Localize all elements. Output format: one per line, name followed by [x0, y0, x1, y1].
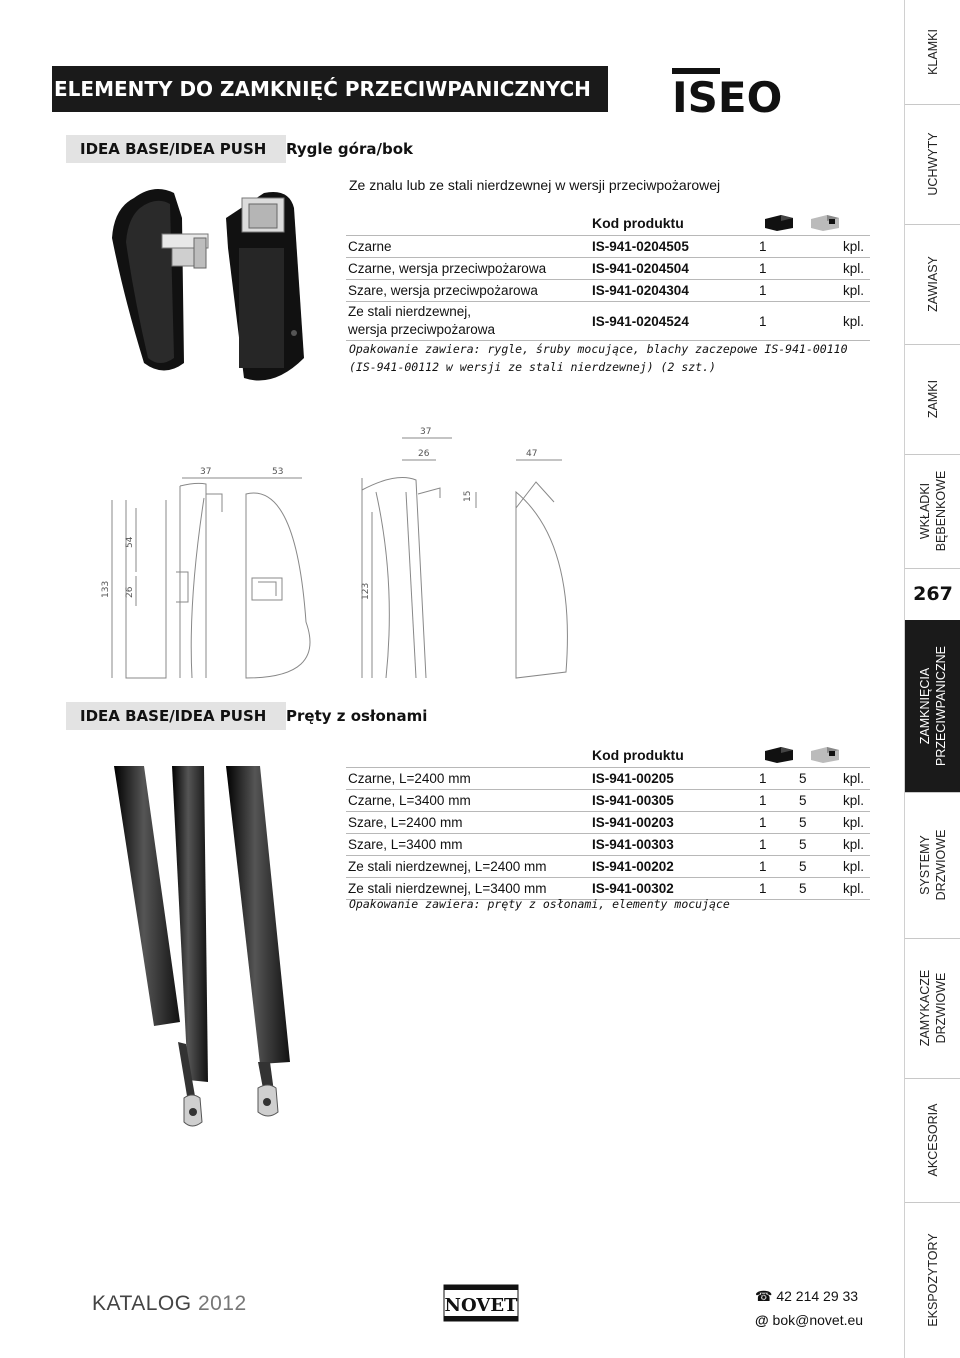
row-unit: kpl. [825, 812, 870, 834]
dim-label: 123 [361, 582, 371, 600]
row-qty1: 1 [757, 768, 797, 790]
table-row [346, 302, 870, 341]
sidebar-item-systemy[interactable] [905, 792, 960, 939]
at-icon: @ [755, 1312, 769, 1328]
row-qty: 1 [757, 258, 797, 280]
row-qty1: 1 [757, 834, 797, 856]
sidebar-item-label: ZAMYKACZE DRZWIOWE [918, 969, 948, 1047]
section1-label: IDEA BASE/IDEA PUSH [66, 135, 286, 163]
sidebar-item-label: EKSPOZYTORY [926, 1233, 940, 1327]
dim-label: 53 [272, 467, 284, 477]
row-code: IS-941-0204524 [590, 302, 757, 341]
row-code: IS-941-00302 [590, 878, 757, 900]
table-row [346, 856, 870, 878]
row-name-line1: Ze stali nierdzewnej, [348, 304, 472, 319]
section2-note: Opakowanie zawiera: pręty z osłonami, elementy mocujące [349, 897, 730, 911]
sidebar-item-zawiasy[interactable] [905, 224, 960, 345]
sidebar-item-zamkniecia-active[interactable] [905, 620, 960, 793]
row-code: IS-941-0204304 [590, 280, 757, 302]
box-grey-icon [811, 215, 839, 231]
table-row [346, 768, 870, 790]
row-name: Ze stali nierdzewnej, L=3400 mm [346, 878, 590, 900]
section1-description: Ze znalu lub ze stali nierdzewnej w wersji przeciwpożarowej [349, 177, 721, 193]
sidebar-item-zamykacze[interactable] [905, 938, 960, 1079]
row-unit: kpl. [825, 856, 870, 878]
row-code: IS-941-00205 [590, 768, 757, 790]
row-unit: kpl. [825, 790, 870, 812]
row-unit: kpl. [825, 834, 870, 856]
row-qty1: 1 [757, 878, 797, 900]
row-code: IS-941-00303 [590, 834, 757, 856]
dim-label: 15 [463, 490, 473, 502]
sidebar-item-wkladki[interactable] [905, 454, 960, 569]
sidebar-item-akcesoria[interactable] [905, 1078, 960, 1203]
box-black-icon [765, 215, 793, 231]
row-name: Czarne, L=3400 mm [346, 790, 590, 812]
section1-note [349, 340, 848, 376]
bolt-housing-photo [104, 178, 310, 388]
dim-label: 133 [101, 580, 111, 598]
row-name: Czarne, wersja przeciwpożarowa [346, 258, 590, 280]
table-row [346, 834, 870, 856]
sidebar-item-label: WKŁADKI BĘBENKOWE [918, 470, 948, 552]
rod-end-left [184, 1095, 202, 1126]
row-qty2: 5 [797, 834, 825, 856]
footer-email[interactable]: @ bok@novet.eu [755, 1312, 864, 1328]
row-qty2: 5 [797, 768, 825, 790]
row-qty2: 5 [797, 790, 825, 812]
rods-photo [110, 762, 310, 1132]
package-icons [759, 745, 859, 763]
section1-name: Rygle góra/bok [286, 140, 413, 158]
row-name: Czarne [346, 236, 590, 258]
row-code: IS-941-0204505 [590, 236, 757, 258]
row-name: Ze stali nierdzewnej, L=2400 mm [346, 856, 590, 878]
brand-text: ISEO [672, 73, 783, 114]
row-code: IS-941-0204504 [590, 258, 757, 280]
sidebar-item-label: KLAMKI [926, 29, 940, 75]
technical-drawing [96, 422, 576, 682]
dim-label: 37 [420, 427, 432, 437]
row-name: Szare, L=3400 mm [346, 834, 590, 856]
novet-logo [443, 1284, 519, 1322]
sidebar-item-zamki[interactable] [905, 344, 960, 455]
code-header: Kod produktu [592, 215, 684, 231]
section2-name: Pręty z osłonami [286, 707, 428, 725]
row-qty1: 1 [757, 856, 797, 878]
row-code: IS-941-00202 [590, 856, 757, 878]
row-unit: kpl. [797, 302, 870, 341]
table-row [346, 258, 870, 280]
dim-label: 54 [125, 536, 135, 548]
row-code: IS-941-00203 [590, 812, 757, 834]
section1-product-table [346, 211, 870, 341]
table-header-row [346, 211, 870, 236]
row-qty1: 1 [757, 812, 797, 834]
footer-phone: ☎ 42 214 29 33 [755, 1288, 859, 1304]
row-qty2: 5 [797, 812, 825, 834]
sidebar-item-uchwyty[interactable] [905, 104, 960, 225]
row-qty: 1 [757, 280, 797, 302]
table-header-row [346, 743, 870, 768]
row-code: IS-941-00305 [590, 790, 757, 812]
row-qty2: 5 [797, 878, 825, 900]
section2-product-table [346, 743, 870, 900]
row-qty1: 1 [757, 790, 797, 812]
dim-label: 26 [418, 449, 430, 459]
code-header: Kod produktu [592, 747, 684, 763]
row-qty: 1 [757, 236, 797, 258]
sidebar-item-label: UCHWYTY [926, 132, 940, 196]
sidebar-item-label: AKCESORIA [926, 1103, 940, 1177]
footer-katalog: KATALOG 2012 [92, 1292, 247, 1315]
package-icons [759, 213, 859, 231]
section1-note-line2: (IS-941-00112 w wersji ze stali nierdzewnej) (2 szt.) [349, 360, 716, 374]
sidebar-item-label: ZAMKNIĘCIA PRZECIWPANICZNE [918, 646, 948, 766]
table-row [346, 236, 870, 258]
dim-label: 47 [526, 449, 538, 459]
table-row [346, 790, 870, 812]
company-name: NOVET [444, 1295, 518, 1316]
box-black-icon [765, 747, 793, 763]
row-name-line2: wersja przeciwpożarowa [348, 322, 496, 337]
page-title: ELEMENTY DO ZAMKNIĘĆ PRZECIWPANICZNYCH [52, 66, 608, 112]
section1-note-line1: Opakowanie zawiera: rygle, śruby mocujące, blachy zaczepowe IS-941-00110 [349, 342, 848, 356]
dim-label: 26 [125, 586, 135, 598]
row-name: Szare, L=2400 mm [346, 812, 590, 834]
page-number: 267 [913, 583, 953, 605]
row-name: Czarne, L=2400 mm [346, 768, 590, 790]
row-unit: kpl. [797, 258, 870, 280]
row-unit: kpl. [797, 236, 870, 258]
sidebar-item-klamki[interactable] [905, 0, 960, 105]
section2-label: IDEA BASE/IDEA PUSH [66, 702, 286, 730]
row-unit: kpl. [825, 768, 870, 790]
rod-end-right [258, 1085, 278, 1116]
row-unit: kpl. [825, 878, 870, 900]
row-name: Szare, wersja przeciwpożarowa [346, 280, 590, 302]
phone-icon: ☎ [755, 1288, 773, 1304]
iseo-logo [672, 68, 792, 114]
sidebar-item-label: ZAMKI [926, 379, 940, 419]
dim-label: 37 [200, 467, 212, 477]
category-sidebar [904, 0, 960, 1358]
sidebar-item-label: SYSTEMY DRZWIOWE [918, 829, 948, 901]
sidebar-item-label: ZAWIASY [926, 256, 940, 312]
row-qty2: 5 [797, 856, 825, 878]
row-qty: 1 [757, 302, 797, 341]
box-grey-icon [811, 747, 839, 763]
table-row [346, 280, 870, 302]
sidebar-item-ekspozytory[interactable] [905, 1202, 960, 1358]
row-unit: kpl. [797, 280, 870, 302]
table-row [346, 812, 870, 834]
